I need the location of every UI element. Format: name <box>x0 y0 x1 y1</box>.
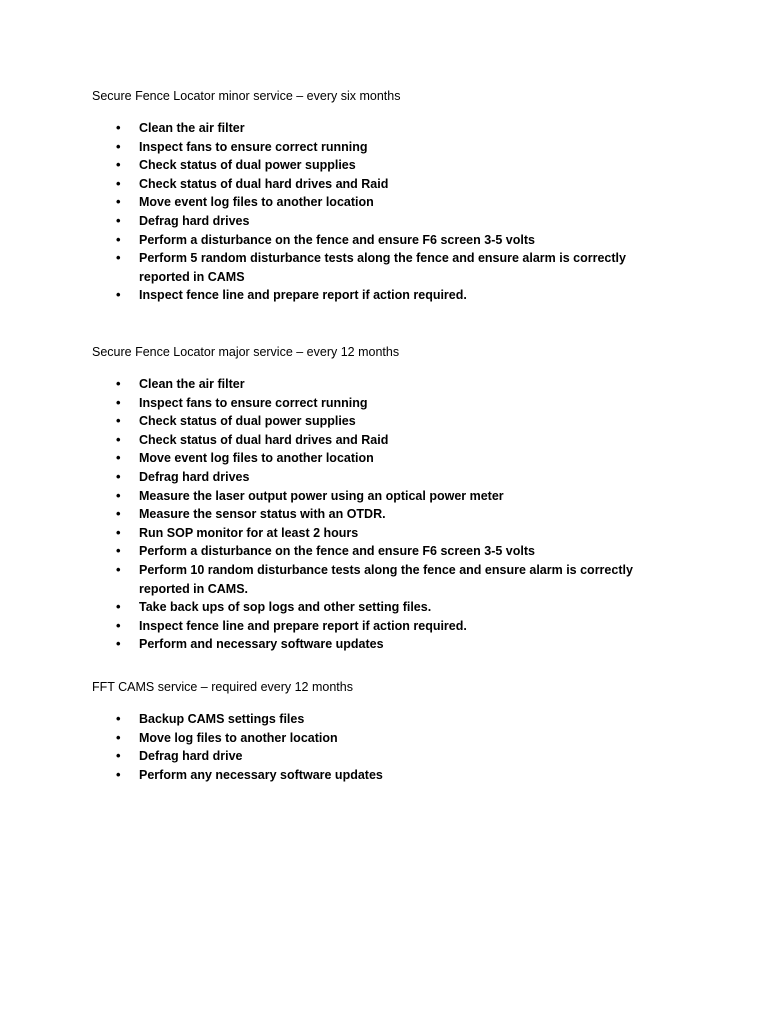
list-item <box>92 286 679 305</box>
list-item-text: Move event log files to another location <box>139 451 374 466</box>
bullet-icon: • <box>116 506 121 522</box>
section-heading: Secure Fence Locator minor service – every six months <box>92 89 401 103</box>
list-item-text: Clean the air filter <box>139 121 245 135</box>
task-list <box>92 119 692 305</box>
bullet-icon: • <box>116 748 121 764</box>
list-item <box>92 175 679 194</box>
bullet-icon: • <box>116 231 121 247</box>
section-heading: Secure Fence Locator major service – every 12 months <box>92 345 400 359</box>
section-heading: FFT CAMS service – required every 12 months <box>92 680 353 694</box>
list-item <box>92 505 679 524</box>
bullet-icon: • <box>116 729 121 745</box>
list-item <box>92 138 679 157</box>
bullet-icon: • <box>116 413 121 429</box>
list-item <box>92 212 679 231</box>
bullet-icon: • <box>116 617 121 633</box>
list-item <box>92 524 679 543</box>
section-cams-service <box>92 679 692 784</box>
bullet-icon: • <box>116 212 121 228</box>
task-list <box>92 375 692 654</box>
list-item-text: Defrag hard drive <box>139 749 243 764</box>
list-item <box>92 394 679 413</box>
bullet-icon: • <box>116 599 121 615</box>
list-item <box>92 449 679 468</box>
bullet-icon: • <box>116 636 121 652</box>
list-item <box>92 635 679 654</box>
bullet-icon: • <box>116 766 121 782</box>
list-item <box>92 542 679 561</box>
list-item <box>92 617 679 636</box>
list-item <box>92 193 679 212</box>
bullet-icon: • <box>116 194 121 210</box>
list-item <box>92 598 679 617</box>
list-item-text: Inspect fans to ensure correct running <box>139 139 368 154</box>
list-item-text: Inspect fence line and prepare report if action required. <box>139 618 467 633</box>
list-item-text: Inspect fence line and prepare report if action required. <box>139 288 467 303</box>
list-item <box>92 231 679 250</box>
list-item <box>92 487 679 506</box>
bullet-icon: • <box>116 468 121 484</box>
bullet-icon: • <box>116 175 121 191</box>
bullet-icon: • <box>116 450 121 466</box>
list-item-text: Move log files to another location <box>139 730 338 745</box>
list-item <box>92 249 679 286</box>
bullet-icon: • <box>116 487 121 503</box>
bullet-icon: • <box>116 250 121 266</box>
section-major-service <box>92 344 692 654</box>
list-item-text: Run SOP monitor for at least 2 hours <box>139 525 359 540</box>
list-item-text: Check status of dual hard drives and Raid <box>139 176 389 191</box>
bullet-icon: • <box>116 394 121 410</box>
list-item <box>92 431 679 450</box>
bullet-icon: • <box>116 376 121 391</box>
bullet-icon: • <box>116 157 121 173</box>
list-item-text: Backup CAMS settings files <box>139 712 305 726</box>
list-item <box>92 119 679 138</box>
list-item-text: Defrag hard drives <box>139 213 250 228</box>
list-item-text: Defrag hard drives <box>139 469 250 484</box>
list-item <box>92 468 679 487</box>
bullet-icon: • <box>116 120 121 135</box>
list-item-text: Clean the air filter <box>139 377 245 391</box>
bullet-icon: • <box>116 524 121 540</box>
list-item-text: Perform 5 random disturbance tests along the fence and ensure alarm is correctly reported in CAMS <box>139 251 626 284</box>
list-item <box>92 729 679 748</box>
section-minor-service <box>92 88 692 305</box>
bullet-icon: • <box>116 138 121 154</box>
bullet-icon: • <box>116 431 121 447</box>
bullet-icon: • <box>116 711 121 726</box>
list-item <box>92 710 679 729</box>
list-item-text: Perform a disturbance on the fence and ensure F6 screen 3-5 volts <box>139 544 535 559</box>
list-item <box>92 766 679 785</box>
list-item <box>92 412 679 431</box>
list-item-text: Perform and necessary software updates <box>139 637 384 652</box>
list-item-text: Perform a disturbance on the fence and ensure F6 screen 3-5 volts <box>139 232 535 247</box>
list-item-text: Move event log files to another location <box>139 195 374 210</box>
list-item-text: Perform 10 random disturbance tests along the fence and ensure alarm is correctly reported in CAMS. <box>139 562 633 596</box>
list-item-text: Check status of dual power supplies <box>139 158 356 173</box>
list-item-text: Perform any necessary software updates <box>139 767 383 782</box>
list-item-text: Measure the sensor status with an OTDR. <box>139 507 386 522</box>
list-item <box>92 156 679 175</box>
list-item-text: Inspect fans to ensure correct running <box>139 395 368 410</box>
list-item-text: Take back ups of sop logs and other setting files. <box>139 600 432 615</box>
bullet-icon: • <box>116 287 121 303</box>
list-item-text: Check status of dual power supplies <box>139 414 356 429</box>
list-item <box>92 561 679 598</box>
list-item-text: Check status of dual hard drives and Raid <box>139 432 389 447</box>
list-item <box>92 747 679 766</box>
bullet-icon: • <box>116 561 121 577</box>
list-item-text: Measure the laser output power using an optical power meter <box>139 488 504 503</box>
list-item <box>92 375 679 394</box>
task-list <box>92 710 692 784</box>
bullet-icon: • <box>116 543 121 559</box>
